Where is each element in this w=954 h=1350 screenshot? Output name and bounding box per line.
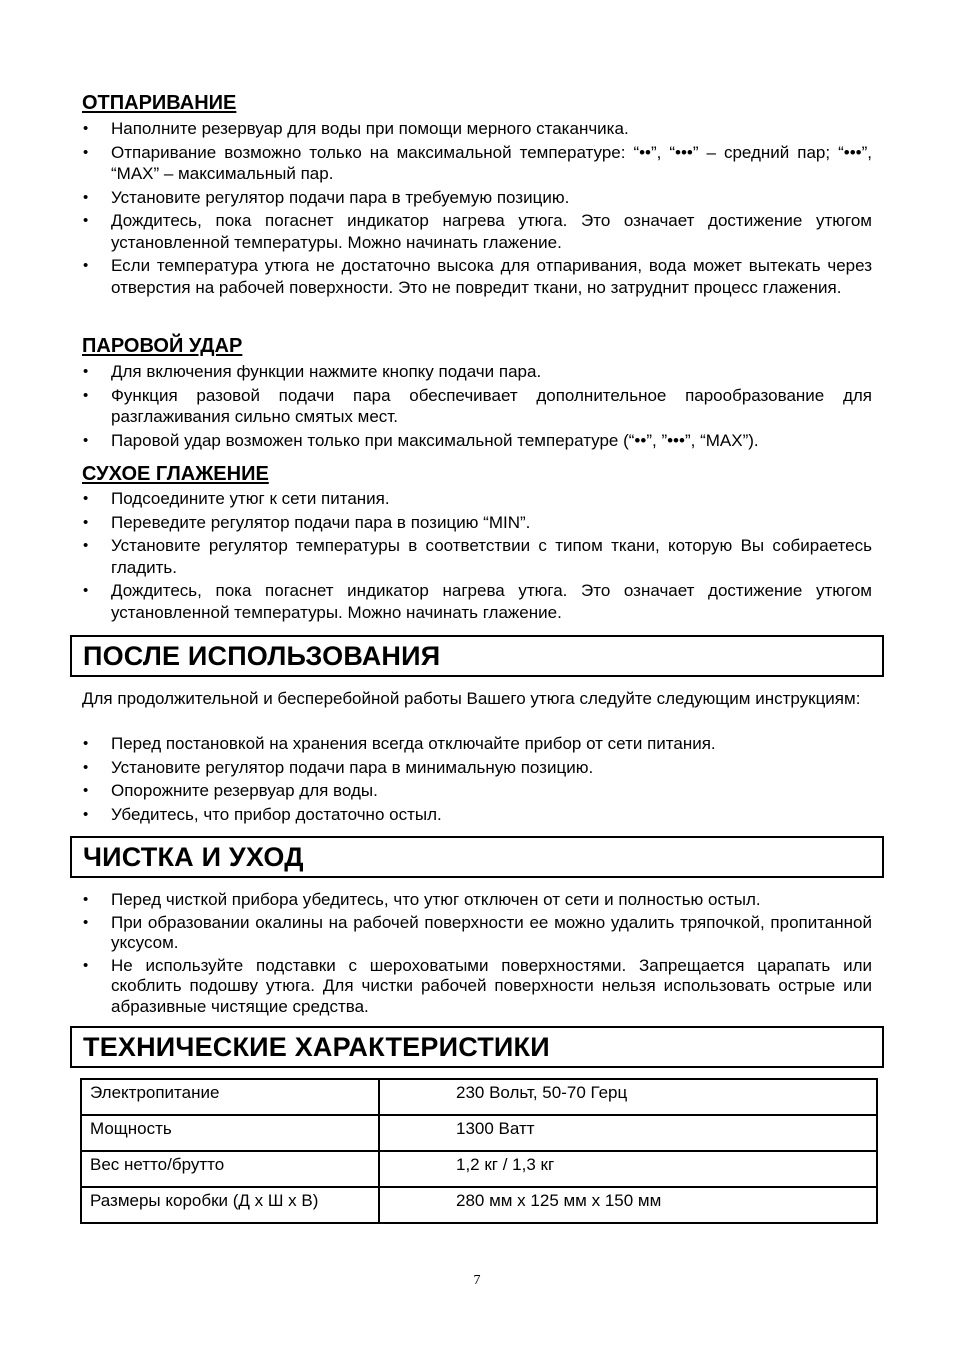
cleaning-title: ЧИСТКА И УХОД bbox=[83, 842, 304, 872]
list-item: • Для включения функции нажмите кнопку подачи пара. bbox=[83, 362, 542, 381]
list-item: • Опорожните резервуар для воды. bbox=[83, 781, 378, 800]
bullet-icon: • bbox=[83, 363, 89, 380]
table-row bbox=[81, 1151, 877, 1187]
after-use-intro: Для продолжительной и бесперебойной работы Вашего утюга следуйте следующим инструкциям: bbox=[82, 689, 861, 708]
bullet-icon: • bbox=[83, 735, 89, 752]
steaming-heading: ОТПАРИВАНИЕ bbox=[82, 92, 237, 114]
spec-label: Размеры коробки (Д х Ш х В) bbox=[81, 1187, 379, 1223]
steam-shot-list bbox=[82, 361, 872, 453]
specs-title: ТЕХНИЧЕСКИЕ ХАРАКТЕРИСТИКИ bbox=[83, 1032, 550, 1062]
list-item: • Переведите регулятор подачи пара в позицию “MIN”. bbox=[83, 512, 531, 532]
bullet-icon: • bbox=[83, 513, 89, 531]
bullet-icon: • bbox=[83, 120, 89, 137]
list-item: • Паровой удар возможен только при максимальной температуре (“••”, ”•••”, “MAX”). bbox=[83, 430, 759, 450]
bullet-icon: • bbox=[83, 582, 89, 599]
specs-section-header bbox=[70, 1026, 884, 1068]
table-row bbox=[81, 1187, 877, 1223]
bullet-icon: • bbox=[83, 212, 89, 229]
bullet-icon: • bbox=[83, 143, 89, 161]
list-item: • Наполните резервуар для воды при помощи мерного стаканчика. bbox=[83, 119, 629, 138]
page-number: 7 bbox=[473, 1273, 481, 1288]
list-item: • Установите регулятор подачи пара в минимальную позицию. bbox=[83, 757, 594, 777]
bullet-icon: • bbox=[83, 782, 89, 799]
list-item: • Дождитесь, пока погаснет индикатор нагрева утюга. Это означает достижение утюгом установленной температуры. Можно начинать глажение. bbox=[83, 581, 872, 622]
bullet-icon: • bbox=[83, 431, 89, 449]
bullet-icon: • bbox=[83, 537, 89, 554]
table-row bbox=[81, 1079, 877, 1115]
list-item: • Убедитесь, что прибор достаточно остыл. bbox=[83, 804, 442, 824]
bullet-icon: • bbox=[83, 257, 89, 274]
spec-value: 280 мм х 125 мм х 150 мм bbox=[379, 1187, 877, 1223]
steaming-list bbox=[82, 118, 872, 300]
bullet-icon: • bbox=[83, 956, 89, 974]
bullet-icon: • bbox=[83, 758, 89, 776]
list-item: • Установите регулятор подачи пара в требуемую позицию. bbox=[83, 187, 570, 207]
bullet-icon: • bbox=[83, 913, 89, 931]
list-item: • Перед чисткой прибора убедитесь, что утюг отключен от сети и полностью остыл. bbox=[83, 890, 761, 909]
cleaning-section-header bbox=[70, 836, 884, 878]
dry-ironing-heading: СУХОЕ ГЛАЖЕНИЕ bbox=[82, 463, 269, 485]
cleaning-list bbox=[82, 890, 872, 1019]
list-item: • Функция разовой подачи пара обеспечивает дополнительное парообразование для разглаживания сильно смятых мест. bbox=[83, 385, 872, 426]
list-item: • Перед постановкой на хранения всегда отключайте прибор от сети питания. bbox=[83, 734, 716, 753]
spec-value: 230 Вольт, 50-70 Герц bbox=[379, 1079, 877, 1115]
spec-value: 1,2 кг / 1,3 кг bbox=[379, 1151, 877, 1187]
list-item: • Если температура утюга не достаточно высока для отпаривания, вода может вытекать через отверстия на рабочей поверхности. Это не повредит ткани, но затруднит процесс глажения. bbox=[83, 256, 872, 297]
table-row bbox=[81, 1115, 877, 1151]
spec-label: Вес нетто/брутто bbox=[81, 1151, 379, 1187]
dry-ironing-list bbox=[82, 488, 872, 625]
after-use-title: ПОСЛЕ ИСПОЛЬЗОВАНИЯ bbox=[83, 641, 441, 671]
bullet-icon: • bbox=[83, 490, 89, 507]
after-use-section-header bbox=[70, 635, 884, 677]
list-item: • Не используйте подставки с шероховатыми поверхностями. Запрещается царапать или скоблить подошву утюга. Для чистки рабочей поверхности нельзя использовать острые или абразивные чистящие средства. bbox=[83, 955, 872, 1016]
bullet-icon: • bbox=[83, 891, 89, 908]
list-item: • Установите регулятор температуры в соответствии с типом ткани, которую Вы собираетесь гладить. bbox=[83, 536, 872, 577]
bullet-icon: • bbox=[83, 386, 89, 404]
after-use-list bbox=[82, 733, 872, 827]
spec-label: Электропитание bbox=[81, 1079, 379, 1115]
specs-table bbox=[80, 1078, 878, 1224]
spec-label: Мощность bbox=[81, 1115, 379, 1151]
list-item: • Отпаривание возможно только на максимальной температуре: “••”, “•••” – средний пар; “•••”, “MAX” – максимальный пар. bbox=[83, 142, 872, 183]
list-item: • Дождитесь, пока погаснет индикатор нагрева утюга. Это означает достижение утюгом установленной температуры. Можно начинать глажение. bbox=[83, 211, 872, 252]
bullet-icon: • bbox=[83, 805, 89, 823]
spec-value: 1300 Ватт bbox=[379, 1115, 877, 1151]
list-item: • Подсоедините утюг к сети питания. bbox=[83, 489, 390, 508]
steam-shot-heading: ПАРОВОЙ УДАР bbox=[82, 335, 243, 357]
bullet-icon: • bbox=[83, 188, 89, 206]
list-item: • При образовании окалины на рабочей поверхности ее можно удалить тряпочкой, пропитанной уксусом. bbox=[83, 912, 872, 952]
